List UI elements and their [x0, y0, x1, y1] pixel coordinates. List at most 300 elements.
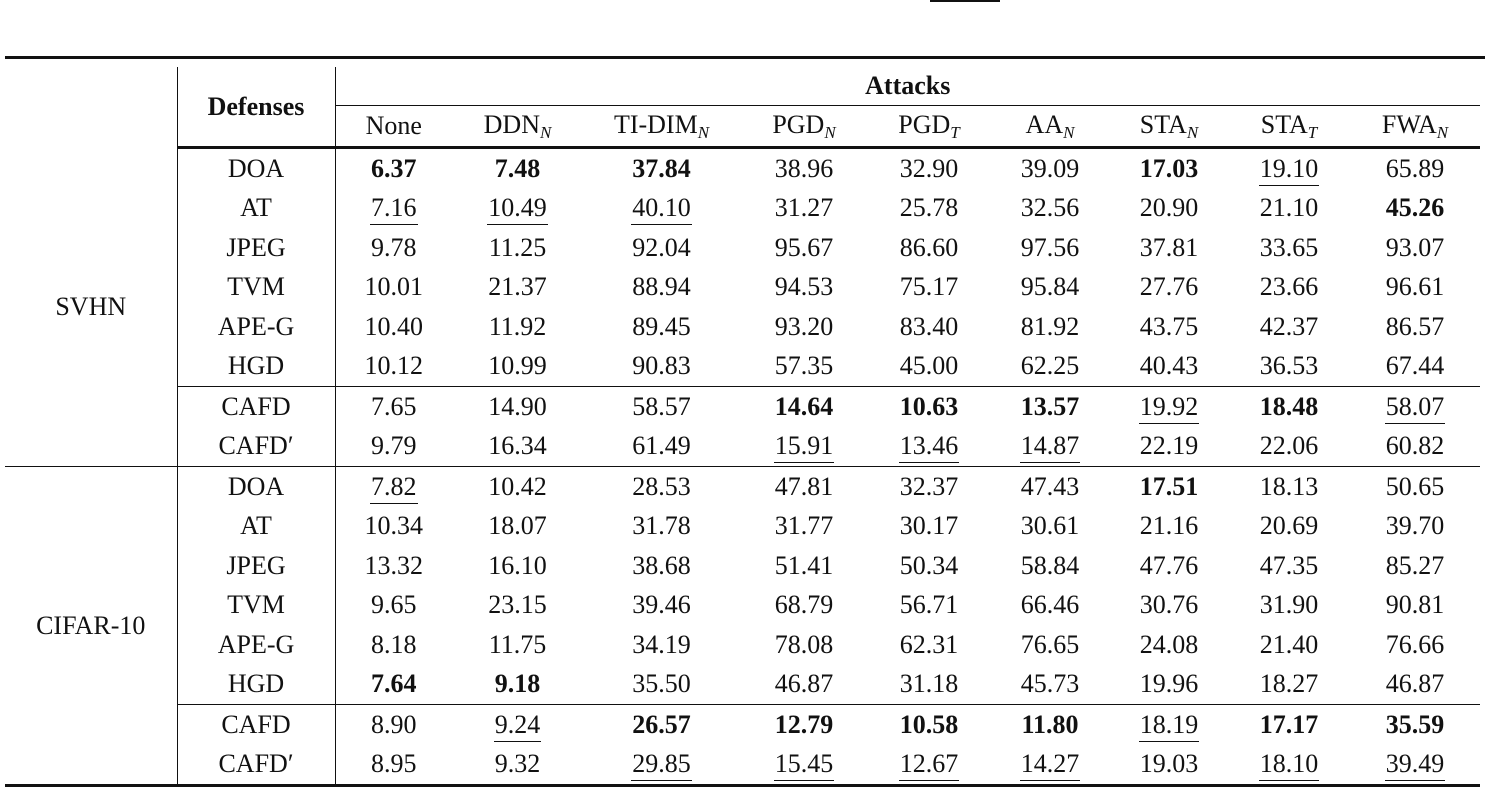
- value-cell: [868, 268, 990, 308]
- value-cell: [1228, 507, 1350, 547]
- defense-name: CAFD: [177, 387, 335, 427]
- value: 22.19: [1139, 431, 1199, 461]
- table-row: [5, 427, 1480, 467]
- attack-name: None: [365, 111, 422, 140]
- value: 89.45: [632, 311, 691, 341]
- value: 62.25: [1020, 351, 1080, 381]
- value: 18.07: [488, 511, 547, 541]
- value-cell: [335, 228, 452, 268]
- value: 93.07: [1385, 232, 1445, 262]
- value-cell: [1110, 507, 1228, 547]
- value: 31.18: [899, 669, 959, 699]
- value-cell: [1228, 189, 1350, 229]
- second-best-value: 10.49: [487, 193, 548, 225]
- value-cell: [990, 268, 1110, 308]
- attack-name: PGD: [772, 109, 825, 139]
- best-value: 18.48: [1259, 391, 1319, 421]
- value-cell: [1228, 228, 1350, 268]
- value-cell: [452, 745, 583, 786]
- value: 95.67: [774, 232, 834, 262]
- value-cell: [452, 427, 583, 467]
- value: 23.15: [488, 590, 547, 620]
- value: 23.66: [1259, 272, 1319, 302]
- value: 19.03: [1139, 749, 1199, 779]
- dataset-label: CIFAR-10: [5, 467, 177, 786]
- value-cell: [583, 427, 740, 467]
- value: 27.76: [1139, 272, 1199, 302]
- defense-name: CAFD′: [177, 745, 335, 786]
- value: 43.75: [1139, 311, 1199, 341]
- value: 58.84: [1020, 550, 1080, 580]
- value-cell: [868, 625, 990, 665]
- best-value: 9.18: [494, 669, 541, 699]
- value-cell: [335, 387, 452, 427]
- value-cell: [740, 625, 868, 665]
- attack-name: TI-DIM: [613, 109, 698, 139]
- value-cell: [740, 745, 868, 786]
- value-cell: [868, 705, 990, 745]
- attack-column-header: [583, 106, 740, 148]
- value-cell: [335, 586, 452, 626]
- value-cell: [583, 625, 740, 665]
- value-cell: [868, 507, 990, 547]
- value: 16.10: [488, 550, 547, 580]
- defense-name: DOA: [177, 148, 335, 189]
- value-cell: [740, 189, 868, 229]
- value-cell: [868, 307, 990, 347]
- value: 18.27: [1259, 669, 1319, 699]
- best-value: 11.80: [1021, 709, 1079, 739]
- results-table: [5, 67, 1480, 787]
- value: 67.44: [1385, 351, 1445, 381]
- value-cell: [990, 467, 1110, 507]
- table-row: [5, 467, 1480, 507]
- value-cell: [740, 148, 868, 189]
- value: 18.13: [1259, 471, 1319, 501]
- value-cell: [1228, 427, 1350, 467]
- value-cell: [1228, 665, 1350, 705]
- attack-name: FWA: [1381, 109, 1437, 139]
- value: 47.76: [1139, 550, 1199, 580]
- value: 21.10: [1259, 193, 1319, 223]
- value: 9.79: [371, 431, 417, 461]
- value-cell: [1110, 665, 1228, 705]
- defense-name: JPEG: [177, 228, 335, 268]
- value: 30.61: [1020, 511, 1080, 541]
- value: 8.95: [371, 749, 417, 779]
- value-cell: [868, 586, 990, 626]
- value: 19.96: [1139, 669, 1199, 699]
- value-cell: [1110, 625, 1228, 665]
- table-row: [5, 228, 1480, 268]
- table-row: [5, 665, 1480, 705]
- value: 58.57: [632, 391, 691, 421]
- value: 75.17: [899, 272, 959, 302]
- value-cell: [583, 665, 740, 705]
- best-value: 26.57: [632, 709, 691, 739]
- attack-name: DDN: [483, 109, 540, 139]
- value-cell: [868, 546, 990, 586]
- value-cell: [452, 268, 583, 308]
- value-cell: [990, 507, 1110, 547]
- value-cell: [868, 387, 990, 427]
- table-row: [5, 189, 1480, 229]
- value-cell: [1228, 467, 1350, 507]
- value: 45.73: [1020, 669, 1080, 699]
- value: 16.34: [488, 431, 547, 461]
- best-value: 37.84: [632, 153, 691, 183]
- value-cell: [740, 705, 868, 745]
- value-cell: [452, 507, 583, 547]
- value-cell: [335, 705, 452, 745]
- value: 38.68: [632, 550, 691, 580]
- value-cell: [583, 705, 740, 745]
- value-cell: [1228, 347, 1350, 387]
- value-cell: [1110, 148, 1228, 189]
- value-cell: [335, 347, 452, 387]
- value-cell: [740, 228, 868, 268]
- attack-subscript: T: [1307, 122, 1318, 142]
- value-cell: [583, 347, 740, 387]
- attack-column-header: [1228, 106, 1350, 148]
- value: 65.89: [1385, 153, 1445, 183]
- value: 81.92: [1020, 311, 1080, 341]
- value: 32.56: [1020, 193, 1080, 223]
- value-cell: [740, 546, 868, 586]
- second-best-value: 15.91: [774, 431, 835, 463]
- attack-subscript: N: [1186, 122, 1199, 142]
- attack-subscript: N: [1063, 122, 1075, 142]
- value-cell: [583, 467, 740, 507]
- value-cell: [868, 427, 990, 467]
- value: 25.78: [899, 193, 959, 223]
- value-cell: [1350, 387, 1480, 427]
- value-cell: [335, 268, 452, 308]
- value-cell: [1110, 228, 1228, 268]
- best-value: 14.64: [774, 391, 834, 421]
- best-value: 6.37: [371, 153, 417, 183]
- value-cell: [740, 387, 868, 427]
- value-cell: [990, 387, 1110, 427]
- value-cell: [868, 467, 990, 507]
- value: 13.32: [364, 550, 423, 580]
- attacks-header: Attacks: [335, 67, 1480, 106]
- value: 9.32: [494, 749, 541, 779]
- value-cell: [452, 625, 583, 665]
- table-row: [5, 586, 1480, 626]
- value-cell: [1228, 387, 1350, 427]
- value: 86.60: [899, 232, 959, 262]
- value-cell: [740, 665, 868, 705]
- attack-column-header: [740, 106, 868, 148]
- value: 9.78: [371, 232, 417, 262]
- value-cell: [583, 307, 740, 347]
- value-cell: [1350, 665, 1480, 705]
- second-best-value: 19.92: [1139, 392, 1200, 424]
- best-value: 45.26: [1385, 193, 1445, 223]
- value-cell: [1350, 189, 1480, 229]
- value: 10.99: [488, 351, 547, 381]
- attack-subscript: N: [824, 122, 836, 142]
- value-cell: [990, 586, 1110, 626]
- second-best-value: 7.82: [370, 472, 418, 504]
- value-cell: [990, 347, 1110, 387]
- value: 21.16: [1139, 511, 1199, 541]
- attack-name: STA: [1260, 109, 1308, 139]
- value: 92.04: [632, 232, 691, 262]
- value-cell: [335, 625, 452, 665]
- value-cell: [452, 665, 583, 705]
- value: 88.94: [632, 272, 691, 302]
- attack-subscript: T: [950, 122, 960, 142]
- table-row: [5, 307, 1480, 347]
- dataset-label: SVHN: [55, 291, 127, 321]
- value: 30.76: [1139, 590, 1199, 620]
- value-cell: [452, 387, 583, 427]
- value: 10.12: [364, 351, 423, 381]
- table-row: [5, 705, 1480, 745]
- value-cell: [1228, 586, 1350, 626]
- value-cell: [1228, 268, 1350, 308]
- value-cell: [583, 546, 740, 586]
- value: 9.65: [371, 590, 417, 620]
- defense-name: APE-G: [177, 625, 335, 665]
- best-value: 7.64: [371, 669, 417, 699]
- value: 30.17: [899, 511, 959, 541]
- value-cell: [740, 507, 868, 547]
- table-row: [5, 148, 1480, 189]
- value-cell: [452, 189, 583, 229]
- value: 96.61: [1385, 272, 1445, 302]
- best-value: 17.03: [1139, 153, 1199, 183]
- value-cell: [1228, 148, 1350, 189]
- value: 31.27: [774, 193, 834, 223]
- value-cell: [868, 347, 990, 387]
- table-row: [5, 546, 1480, 586]
- attack-column-header: [335, 106, 452, 148]
- attack-column-header: [452, 106, 583, 148]
- value: 14.90: [488, 391, 547, 421]
- value-cell: [1228, 745, 1350, 786]
- value-cell: [868, 228, 990, 268]
- value-cell: [335, 546, 452, 586]
- value-cell: [452, 148, 583, 189]
- value: 85.27: [1385, 550, 1445, 580]
- value-cell: [583, 189, 740, 229]
- value-cell: [1110, 427, 1228, 467]
- value: 93.20: [774, 311, 834, 341]
- defense-name: DOA: [177, 467, 335, 507]
- top-rule-fragment: [930, 0, 1000, 2]
- attack-subscript: N: [1436, 122, 1449, 142]
- attack-name: PGD: [898, 109, 951, 139]
- table-row: [5, 347, 1480, 387]
- value: 31.78: [632, 511, 691, 541]
- value-cell: [1110, 189, 1228, 229]
- value-cell: [1350, 467, 1480, 507]
- value: 60.82: [1385, 431, 1445, 461]
- value-cell: [990, 625, 1110, 665]
- value-cell: [740, 268, 868, 308]
- value-cell: [1350, 546, 1480, 586]
- best-value: 12.79: [774, 709, 834, 739]
- value-cell: [990, 189, 1110, 229]
- value-cell: [1110, 268, 1228, 308]
- value: 86.57: [1385, 311, 1445, 341]
- best-value: 35.59: [1385, 709, 1445, 739]
- value-cell: [990, 148, 1110, 189]
- value-cell: [1228, 546, 1350, 586]
- value: 50.65: [1385, 471, 1445, 501]
- value-cell: [583, 228, 740, 268]
- defense-name: CAFD: [177, 705, 335, 745]
- value: 39.70: [1385, 511, 1445, 541]
- value-cell: [452, 546, 583, 586]
- value: 28.53: [632, 471, 691, 501]
- second-best-value: 58.07: [1385, 392, 1446, 424]
- attack-column-header: [1110, 106, 1228, 148]
- value: 95.84: [1020, 272, 1080, 302]
- second-best-value: 9.24: [494, 710, 542, 742]
- second-best-value: 14.27: [1020, 749, 1081, 781]
- value: 68.79: [774, 590, 834, 620]
- second-best-value: 7.16: [370, 193, 418, 225]
- value-cell: [1110, 307, 1228, 347]
- attack-name: STA: [1139, 109, 1187, 139]
- value: 7.65: [371, 391, 417, 421]
- header-row-attacks: [5, 67, 1480, 106]
- value: 45.00: [899, 351, 959, 381]
- attack-subscript: N: [697, 122, 710, 142]
- value-cell: [583, 268, 740, 308]
- value: 39.09: [1020, 153, 1080, 183]
- value: 31.90: [1259, 590, 1319, 620]
- value-cell: [335, 427, 452, 467]
- value-cell: [740, 347, 868, 387]
- defense-name: APE-G: [177, 307, 335, 347]
- value: 76.65: [1020, 629, 1080, 659]
- value: 22.06: [1259, 431, 1319, 461]
- value-cell: [868, 665, 990, 705]
- value: 46.87: [774, 669, 834, 699]
- value: 20.90: [1139, 193, 1199, 223]
- value-cell: [868, 745, 990, 786]
- value-cell: [583, 507, 740, 547]
- value: 83.40: [899, 311, 959, 341]
- defense-name: AT: [177, 507, 335, 547]
- value-cell: [583, 586, 740, 626]
- best-value: 13.57: [1020, 391, 1080, 421]
- value-cell: [1228, 625, 1350, 665]
- table-top-rule: [5, 56, 1485, 59]
- defense-name: HGD: [177, 347, 335, 387]
- value-cell: [990, 705, 1110, 745]
- value: 11.25: [488, 232, 547, 262]
- best-value: 10.63: [899, 391, 959, 421]
- value-cell: [990, 427, 1110, 467]
- defense-name: AT: [177, 189, 335, 229]
- defense-name: HGD: [177, 665, 335, 705]
- value: 34.19: [632, 629, 691, 659]
- value: 56.71: [899, 590, 959, 620]
- second-best-value: 29.85: [631, 749, 692, 781]
- table-row: [5, 745, 1480, 786]
- value: 32.37: [899, 471, 959, 501]
- value: 38.96: [774, 153, 834, 183]
- value-cell: [990, 745, 1110, 786]
- defense-name: TVM: [177, 586, 335, 626]
- value: 39.46: [632, 590, 691, 620]
- second-best-value: 14.87: [1020, 431, 1081, 463]
- value-cell: [335, 467, 452, 507]
- value: 24.08: [1139, 629, 1199, 659]
- value-cell: [335, 189, 452, 229]
- value-cell: [868, 189, 990, 229]
- value: 11.75: [488, 629, 547, 659]
- best-value: 7.48: [494, 153, 541, 183]
- value-cell: [583, 387, 740, 427]
- dataset-header-cell: [5, 67, 177, 148]
- value-cell: [740, 427, 868, 467]
- value-cell: [452, 347, 583, 387]
- value-cell: [583, 148, 740, 189]
- value: 90.83: [632, 351, 691, 381]
- value-cell: [990, 546, 1110, 586]
- table-row: [5, 268, 1480, 308]
- value-cell: [1350, 745, 1480, 786]
- value-cell: [1350, 307, 1480, 347]
- value-cell: [1350, 586, 1480, 626]
- value-cell: [740, 307, 868, 347]
- value-cell: [1110, 705, 1228, 745]
- value-cell: [452, 705, 583, 745]
- value: 33.65: [1259, 232, 1319, 262]
- value: 50.34: [899, 550, 959, 580]
- value: 78.08: [774, 629, 834, 659]
- attack-name: AA: [1025, 109, 1064, 139]
- value: 10.40: [364, 311, 423, 341]
- value: 37.81: [1139, 232, 1199, 262]
- value-cell: [1228, 307, 1350, 347]
- best-value: 17.17: [1259, 709, 1319, 739]
- value: 35.50: [632, 669, 691, 699]
- second-best-value: 13.46: [899, 431, 960, 463]
- defenses-header: Defenses: [177, 67, 335, 148]
- table-row: [5, 387, 1480, 427]
- value-cell: [1350, 625, 1480, 665]
- attack-column-header: [990, 106, 1110, 148]
- value: 46.87: [1385, 669, 1445, 699]
- value: 66.46: [1020, 590, 1080, 620]
- value: 40.43: [1139, 351, 1199, 381]
- value: 10.42: [488, 471, 547, 501]
- value: 51.41: [774, 550, 834, 580]
- value: 8.90: [371, 709, 417, 739]
- value: 61.49: [632, 431, 691, 461]
- table-row: [5, 625, 1480, 665]
- value-cell: [583, 745, 740, 786]
- value-cell: [1350, 427, 1480, 467]
- value: 57.35: [774, 351, 834, 381]
- value: 90.81: [1385, 590, 1445, 620]
- value: 94.53: [774, 272, 834, 302]
- value: 8.18: [371, 629, 417, 659]
- value: 20.69: [1259, 511, 1319, 541]
- second-best-value: 39.49: [1385, 749, 1446, 781]
- value: 10.01: [364, 272, 423, 302]
- value-cell: [1110, 745, 1228, 786]
- value-cell: [1350, 507, 1480, 547]
